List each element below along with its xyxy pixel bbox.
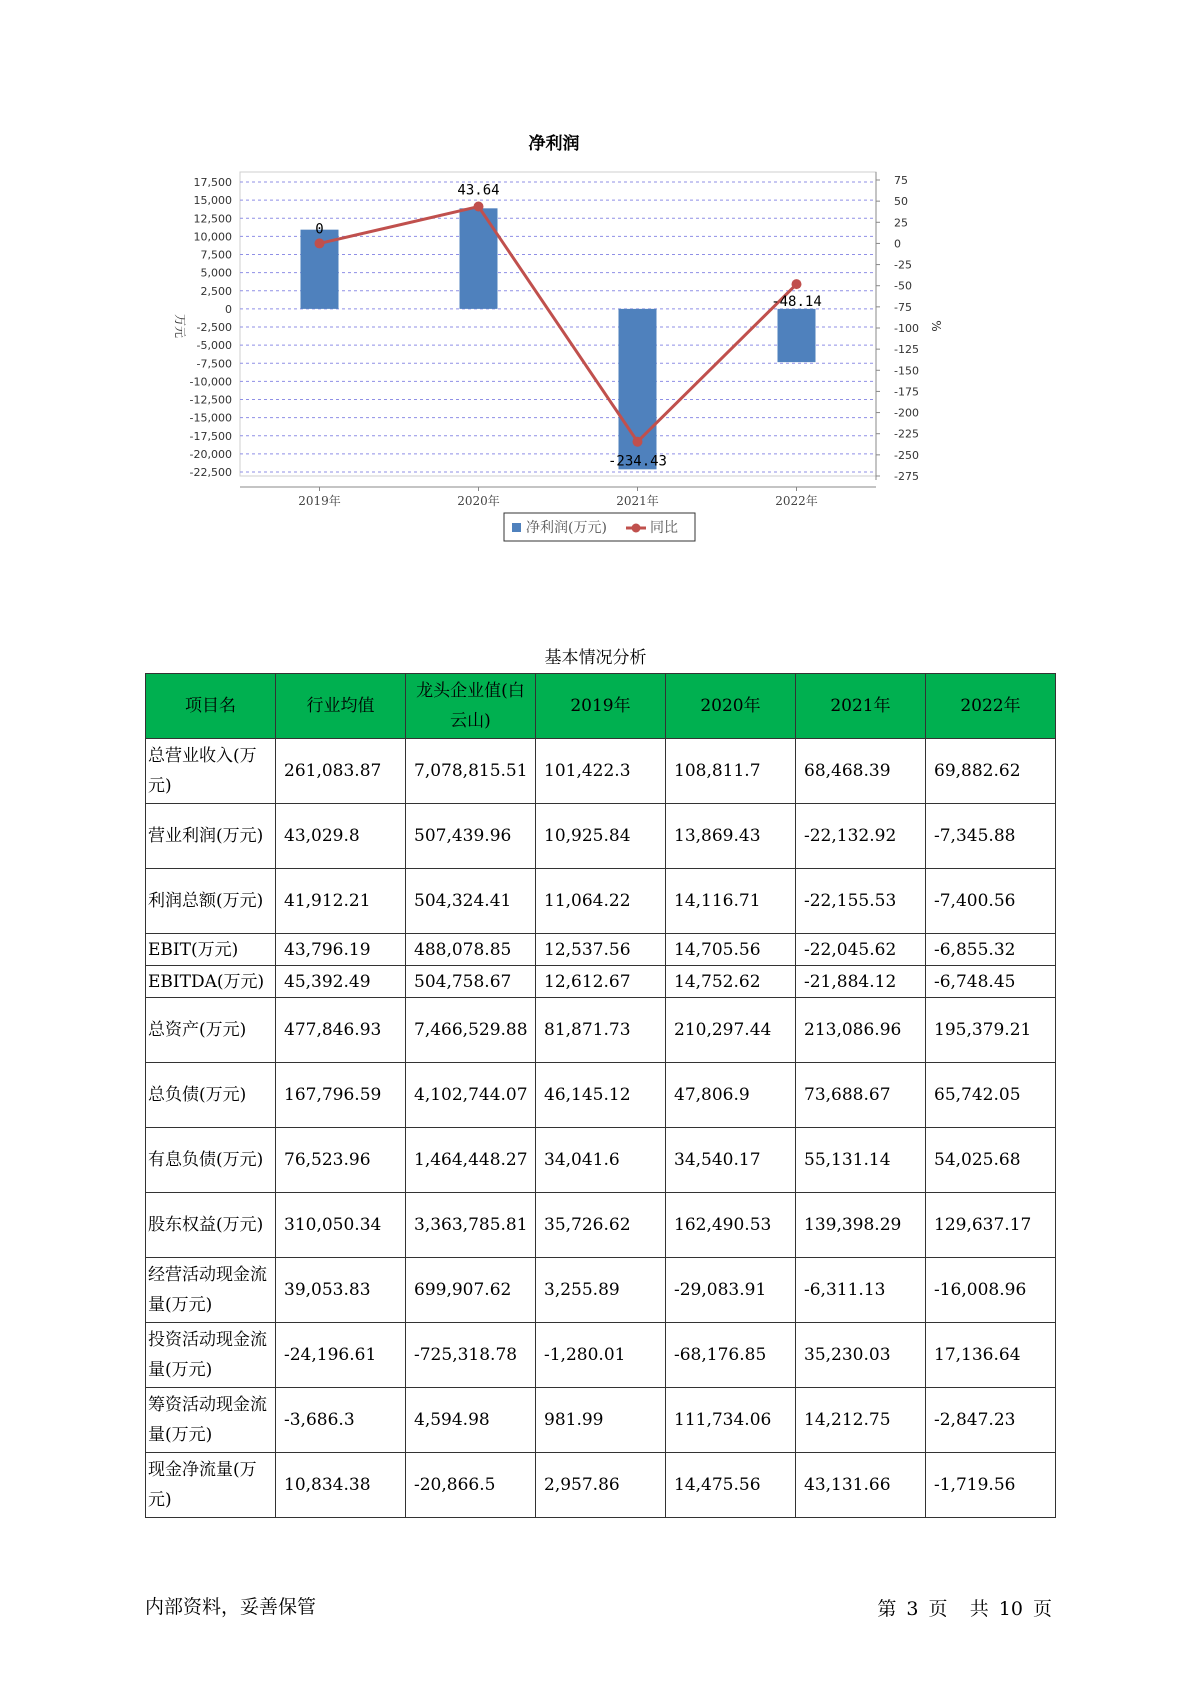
y2-tick-label: -200: [894, 406, 919, 420]
y-tick-label: -7,500: [196, 357, 232, 371]
row-label: 总负债(万元): [146, 1063, 276, 1128]
table-cell: -21,884.12: [796, 966, 926, 998]
table-cell: 167,796.59: [276, 1063, 406, 1128]
y-tick-label: 15,000: [193, 194, 232, 208]
table-cell: 213,086.96: [796, 998, 926, 1063]
column-header: 2019年: [536, 674, 666, 739]
y2-tick-label: -50: [894, 279, 912, 293]
table-cell: 17,136.64: [926, 1323, 1056, 1388]
table-row: [146, 1388, 1056, 1453]
column-header: 2022年: [926, 674, 1056, 739]
table-cell: 7,078,815.51: [406, 739, 536, 804]
y2-tick-label: -275: [894, 470, 919, 483]
table-cell: 46,145.12: [536, 1063, 666, 1128]
y-tick-label: 0: [225, 302, 232, 316]
table-cell: 10,834.38: [276, 1453, 406, 1518]
table-row: [146, 1323, 1056, 1388]
table-cell: 101,422.3: [536, 739, 666, 804]
table-row: [146, 1128, 1056, 1193]
row-label: 有息负债(万元): [146, 1128, 276, 1193]
table-cell: 65,742.05: [926, 1063, 1056, 1128]
x-tick-label: 2020年: [457, 494, 500, 508]
row-label: 股东权益(万元): [146, 1193, 276, 1258]
column-header: 2021年: [796, 674, 926, 739]
page-prefix: 第: [877, 1598, 897, 1620]
y-tick-label: -5,000: [196, 339, 232, 353]
y-tick-label: 10,000: [193, 230, 232, 244]
y-tick-label: 5,000: [200, 266, 232, 280]
table-cell: 4,102,744.07: [406, 1063, 536, 1128]
table-cell: -6,748.45: [926, 966, 1056, 998]
table-cell: -6,855.32: [926, 934, 1056, 966]
table-cell: 39,053.83: [276, 1258, 406, 1323]
table-cell: 45,392.49: [276, 966, 406, 998]
column-header: 龙头企业值(白云山): [406, 674, 536, 739]
row-label: 营业利润(万元): [146, 804, 276, 869]
table-cell: 3,255.89: [536, 1258, 666, 1323]
table-cell: 504,758.67: [406, 966, 536, 998]
table-row: [146, 739, 1056, 804]
x-tick-label: 2022年: [775, 494, 818, 508]
table-cell: -2,847.23: [926, 1388, 1056, 1453]
table-cell: 210,297.44: [666, 998, 796, 1063]
table-cell: 14,116.71: [666, 869, 796, 934]
table-cell: 47,806.9: [666, 1063, 796, 1128]
table-cell: 699,907.62: [406, 1258, 536, 1323]
y2-tick-label: -25: [894, 258, 912, 272]
table-cell: 7,466,529.88: [406, 998, 536, 1063]
y-tick-label: -22,500: [189, 466, 232, 479]
table-cell: 310,050.34: [276, 1193, 406, 1258]
table-cell: -29,083.91: [666, 1258, 796, 1323]
table-cell: 11,064.22: [536, 869, 666, 934]
table-cell: -725,318.78: [406, 1323, 536, 1388]
table-row: [146, 804, 1056, 869]
table-cell: -16,008.96: [926, 1258, 1056, 1323]
legend-swatch-bar: [512, 523, 521, 532]
table-cell: 108,811.7: [666, 739, 796, 804]
y2-tick-label: -125: [894, 343, 919, 357]
table-cell: 41,912.21: [276, 869, 406, 934]
table-cell: 69,882.62: [926, 739, 1056, 804]
table-cell: 43,029.8: [276, 804, 406, 869]
table-cell: -6,311.13: [796, 1258, 926, 1323]
table-cell: -7,400.56: [926, 869, 1056, 934]
y-tick-label: -20,000: [189, 447, 232, 461]
analysis-table: [145, 673, 1056, 1518]
table-cell: 3,363,785.81: [406, 1193, 536, 1258]
y2-tick-label: -150: [894, 364, 919, 378]
y2-tick-label: 75: [894, 174, 908, 187]
row-label: 经营活动现金流量(万元): [146, 1258, 276, 1323]
y2-tick-label: -250: [894, 448, 919, 462]
table-cell: 162,490.53: [666, 1193, 796, 1258]
total-prefix: 共: [969, 1598, 989, 1620]
table-cell: -1,719.56: [926, 1453, 1056, 1518]
y2-tick-label: -175: [894, 385, 919, 399]
y-tick-label: 12,500: [193, 212, 232, 226]
row-label: 现金净流量(万元): [146, 1453, 276, 1518]
table-cell: 68,468.39: [796, 739, 926, 804]
table-body: [146, 739, 1056, 1518]
table-cell: 507,439.96: [406, 804, 536, 869]
table-cell: 14,705.56: [666, 934, 796, 966]
y2-axis-label: %: [929, 320, 943, 332]
legend-swatch-marker: [632, 524, 641, 533]
bar-2022年: [778, 309, 816, 362]
table-cell: 13,869.43: [666, 804, 796, 869]
table-cell: 14,475.56: [666, 1453, 796, 1518]
yoy-line: [320, 207, 797, 442]
page-unit: 页: [928, 1598, 948, 1620]
yoy-point: [633, 437, 643, 447]
table-row: [146, 998, 1056, 1063]
table-cell: 81,871.73: [536, 998, 666, 1063]
table-cell: 54,025.68: [926, 1128, 1056, 1193]
chart-svg: [170, 130, 970, 600]
row-label: 投资活动现金流量(万元): [146, 1323, 276, 1388]
table-cell: 34,540.17: [666, 1128, 796, 1193]
table-cell: 139,398.29: [796, 1193, 926, 1258]
table-cell: 477,846.93: [276, 998, 406, 1063]
table-cell: 43,796.19: [276, 934, 406, 966]
yoy-data-label: -48.14: [771, 294, 822, 311]
table-cell: 2,957.86: [536, 1453, 666, 1518]
table-cell: -20,866.5: [406, 1453, 536, 1518]
table-cell: 129,637.17: [926, 1193, 1056, 1258]
table-cell: -7,345.88: [926, 804, 1056, 869]
row-label: EBIT(万元): [146, 934, 276, 966]
row-label: 筹资活动现金流量(万元): [146, 1388, 276, 1453]
table-cell: 981.99: [536, 1388, 666, 1453]
net-profit-chart: [170, 130, 970, 600]
table-cell: 55,131.14: [796, 1128, 926, 1193]
table-cell: -22,045.62: [796, 934, 926, 966]
y2-tick-label: -100: [894, 322, 919, 335]
y-tick-label: -10,000: [189, 375, 232, 389]
table-cell: 111,734.06: [666, 1388, 796, 1453]
y-tick-label: 2,500: [200, 284, 232, 298]
y2-tick-label: -225: [894, 427, 919, 441]
column-header: 项目名: [146, 674, 276, 739]
y-tick-label: -12,500: [189, 393, 232, 407]
footer-page-number: [875, 1594, 1054, 1621]
table-row: [146, 1258, 1056, 1323]
table-row: [146, 966, 1056, 998]
table-title: 基本情况分析: [544, 648, 647, 668]
y-axis-label: 万元: [173, 313, 187, 339]
total-num: 10: [998, 1598, 1023, 1620]
x-tick-label: 2019年: [298, 494, 341, 508]
table-cell: 35,726.62: [536, 1193, 666, 1258]
table-cell: 4,594.98: [406, 1388, 536, 1453]
row-label: 总营业收入(万元): [146, 739, 276, 804]
table-cell: 34,041.6: [536, 1128, 666, 1193]
table-cell: 195,379.21: [926, 998, 1056, 1063]
table-cell: 73,688.67: [796, 1063, 926, 1128]
y-tick-label: 17,500: [193, 176, 232, 189]
table-cell: -22,155.53: [796, 869, 926, 934]
table-cell: 10,925.84: [536, 804, 666, 869]
table-cell: 35,230.03: [796, 1323, 926, 1388]
total-unit: 页: [1032, 1598, 1052, 1620]
table-header-row: [146, 674, 1056, 739]
table-row: [146, 1453, 1056, 1518]
yoy-point: [792, 279, 802, 289]
table-cell: -3,686.3: [276, 1388, 406, 1453]
y2-tick-label: 0: [894, 237, 901, 251]
column-header: 2020年: [666, 674, 796, 739]
table-cell: 12,537.56: [536, 934, 666, 966]
table-cell: 488,078.85: [406, 934, 536, 966]
y-tick-label: -2,500: [196, 321, 232, 334]
x-tick-label: 2021年: [616, 494, 659, 508]
table-cell: 12,612.67: [536, 966, 666, 998]
row-label: 总资产(万元): [146, 998, 276, 1063]
yoy-data-label: 43.64: [457, 182, 500, 199]
page-num: 3: [906, 1598, 919, 1620]
table-cell: 261,083.87: [276, 739, 406, 804]
legend-label-line: 同比: [650, 520, 678, 536]
chart-title: 净利润: [528, 134, 580, 154]
table-row: [146, 934, 1056, 966]
table-cell: 1,464,448.27: [406, 1128, 536, 1193]
table-cell: 14,752.62: [666, 966, 796, 998]
footer-confidential: 内部资料，妥善保管: [145, 1596, 317, 1618]
y-tick-label: -17,500: [189, 429, 232, 443]
table-cell: -1,280.01: [536, 1323, 666, 1388]
row-label: EBITDA(万元): [146, 966, 276, 998]
y2-tick-label: 25: [894, 216, 908, 230]
table-cell: -22,132.92: [796, 804, 926, 869]
table-cell: 76,523.96: [276, 1128, 406, 1193]
table-cell: -24,196.61: [276, 1323, 406, 1388]
legend-label-bar: 净利润(万元): [526, 520, 607, 536]
table-cell: 14,212.75: [796, 1388, 926, 1453]
yoy-point: [474, 202, 484, 212]
y2-tick-label: -75: [894, 300, 912, 314]
y2-tick-label: 50: [894, 195, 908, 209]
row-label: 利润总额(万元): [146, 869, 276, 934]
table-row: [146, 869, 1056, 934]
table-cell: 504,324.41: [406, 869, 536, 934]
bar-2020年: [460, 208, 498, 309]
table-row: [146, 1063, 1056, 1128]
yoy-point: [315, 238, 325, 248]
yoy-data-label: -234.43: [607, 453, 668, 470]
y-tick-label: 7,500: [200, 248, 232, 262]
table-row: [146, 1193, 1056, 1258]
table-cell: -68,176.85: [666, 1323, 796, 1388]
yoy-data-label: 0: [315, 221, 324, 238]
table-cell: 43,131.66: [796, 1453, 926, 1518]
y-tick-label: -15,000: [189, 411, 232, 425]
column-header: 行业均值: [276, 674, 406, 739]
